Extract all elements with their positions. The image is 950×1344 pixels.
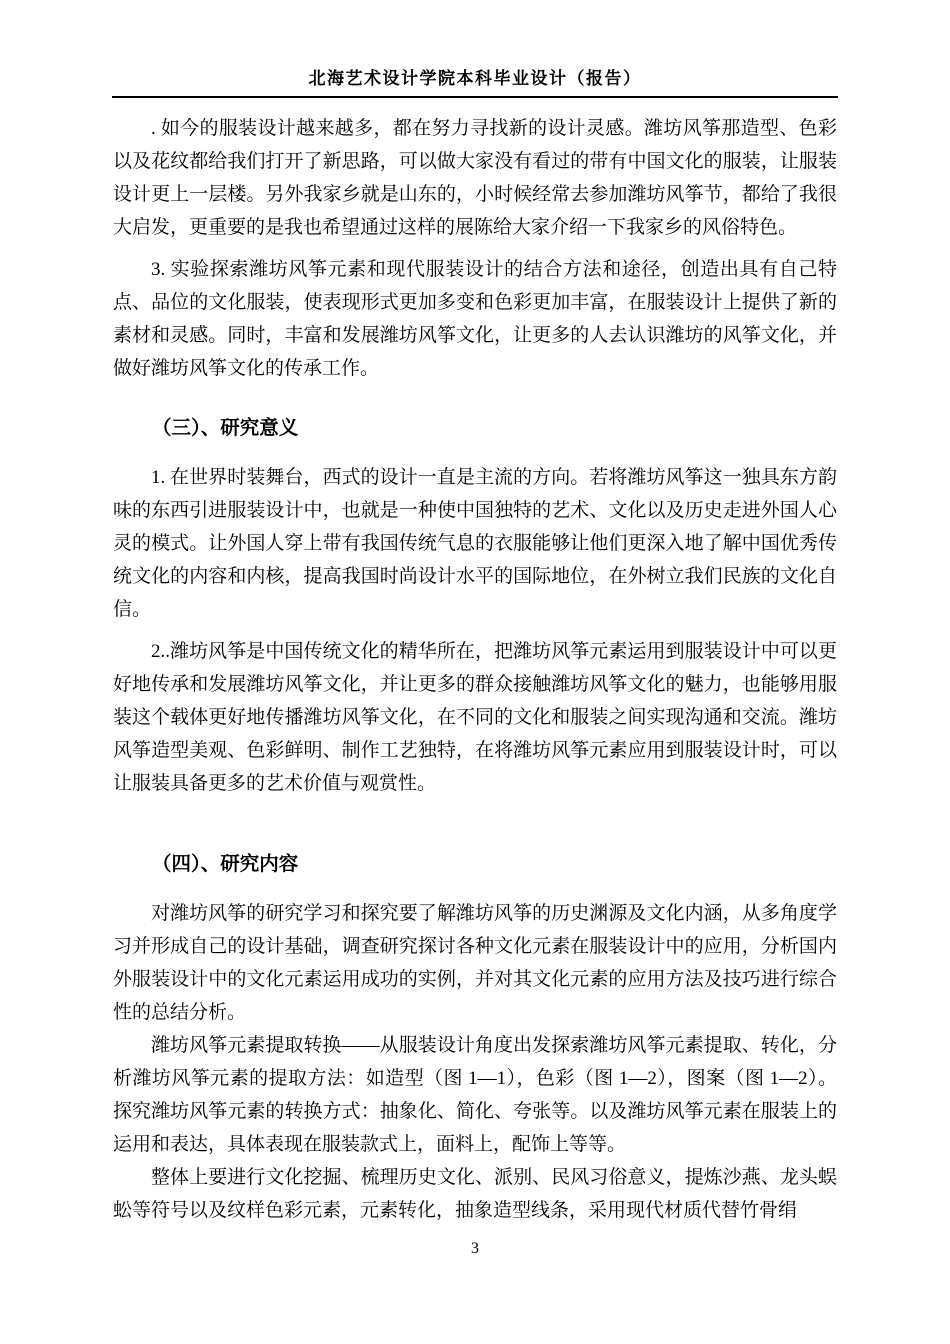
page-footer [0,1240,950,1258]
paragraph-experiment-exploration: 3. 实验探索潍坊风筝元素和现代服装设计的结合方法和途径，创造出具有自己特点、品位的文化服装，使表现形式更加多变和色彩更加丰富，在服装设计上提供了新的素材和灵感。同时，丰富和发展潍坊风筝文化，让更多的人去认识潍坊的风筝文化，并做好潍坊风筝文化的传承工作。 [113,259,837,379]
paragraph-significance-1: 1. 在世界时装舞台，西式的设计一直是主流的方向。若将潍坊风筝这一独具东方韵味的东西引进服装设计中，也就是一种使中国独特的艺术、文化以及历史走进外国人心灵的模式。让外国人穿上带有我国传统气息的衣服能够让他们更深入地了解中国优秀传统文化的内容和内核，提高我国时尚设计水平的国际地位，在外树立我们民族的文化自信。 [113,467,837,620]
page-header [112,64,838,98]
header-title: 北海艺术设计学院本科毕业设计（报告） [308,69,642,88]
heading-research-significance: （三）、研究意义 [152,418,299,439]
paragraph-significance-2: 2..潍坊风筝是中国传统文化的精华所在，把潍坊风筝元素运用到服装设计中可以更好地传承和发展潍坊风筝文化，并让更多的群众接触潍坊风筝文化的魅力，也能够用服装这个载体更好地传播潍坊风筝文化，在不同的文化和服装之间实现沟通和交流。潍坊风筝造型美观、色彩鲜明、制作工艺独特，在将潍坊风筝元素应用到服装设计时，可以让服装具备更多的艺术价值与观赏性。 [113,641,837,794]
page-number: 3 [471,1240,479,1257]
heading-research-content: （四）、研究内容 [152,854,299,875]
paragraph-intro-inspiration: . 如今的服装设计越来越多，都在努力寻找新的设计灵感。潍坊风筝那造型、色彩以及花纹都给我们打开了新思路，可以做大家没有看过的带有中国文化的服装，让服装设计更上一层楼。另外我家乡就是山东的，小时候经常去参加潍坊风筝节，都给了我很大启发，更重要的是我也希望通过这样的展陈给大家介绍一下我家乡的风俗特色。 [113,118,837,238]
paragraph-element-extraction: 潍坊风筝元素提取转换——从服装设计角度出发探索潍坊风筝元素提取、转化，分析潍坊风筝元素的提取方法：如造型（图 1—1），色彩（图 1—2），图案（图 1—2）。探究潍坊风筝元素的转换方式：抽象化、简化、夸张等。以及潍坊风筝元素在服装上的运用和表达，具体表现在服装款式上，面料上，配饰上等等。 [113,1035,837,1155]
paragraph-content-overview: 对潍坊风筝的研究学习和探究要了解潍坊风筝的历史渊源及文化内涵，从多角度学习并形成自己的设计基础，调查研究探讨各种文化元素在服装设计中的应用，分析国内外服装设计中的文化元素运用成功的实例，并对其文化元素的应用方法及技巧进行综合性的总结分析。 [113,903,837,1023]
paragraph-overall-plan: 整体上要进行文化挖掘、梳理历史文化、派别、民风习俗意义，提炼沙燕、龙头蜈蚣等符号以及纹样色彩元素，元素转化，抽象造型线条，采用现代材质代替竹骨绢 [113,1167,837,1221]
document-body [113,112,837,1227]
